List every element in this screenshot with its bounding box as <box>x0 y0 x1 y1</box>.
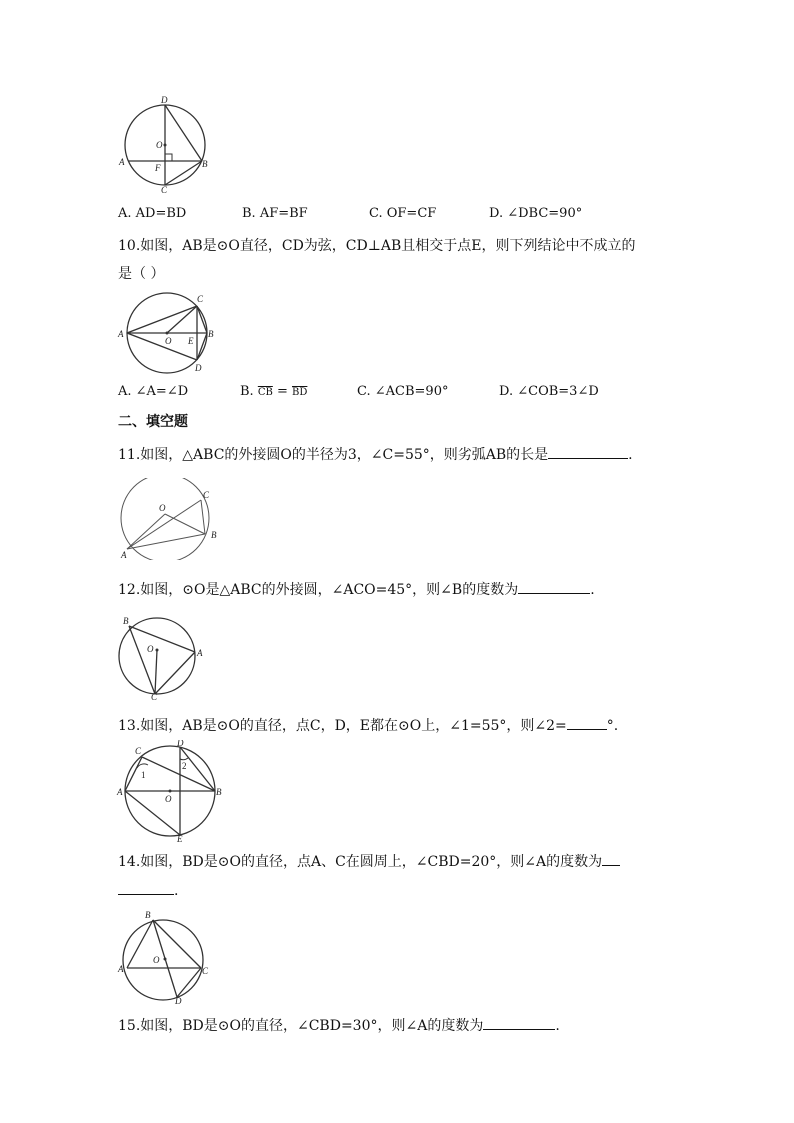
q14-text: 14.如图，BD是⊙O的直径，点A、C在圆周上，∠CBD=20°，则∠A的度数为 <box>118 854 603 870</box>
q12-label-a: A <box>197 648 203 658</box>
q12-label-o: O <box>147 644 154 654</box>
q12-figure <box>115 612 210 700</box>
q12-circle-diagram <box>115 612 210 700</box>
q9-figure <box>115 95 215 195</box>
q13-circle-diagram <box>115 740 225 842</box>
q14-answer-blank-part2[interactable] <box>118 880 174 895</box>
q10-option-c: C. ∠ACB=90° <box>357 384 449 399</box>
section-title: 二、填空题 <box>118 414 188 430</box>
q10-label-d: D <box>195 363 202 373</box>
q13-text: 13.如图，AB是⊙O的直径，点C，D，E都在⊙O上，∠1=55°，则∠2= <box>118 718 567 734</box>
q10-label-o: O <box>165 336 172 346</box>
q13-label-angle1: 1 <box>141 770 146 780</box>
q10-option-b-arc-cb: $\overline{CB}$ <box>257 387 273 398</box>
q14-question-cont <box>118 880 178 901</box>
q11-label-a: A <box>121 550 127 560</box>
q10-option-b-equals: = <box>276 384 288 399</box>
q13-end: °. <box>606 718 619 734</box>
q12-question <box>118 579 595 600</box>
q14-label-c: C <box>202 966 209 976</box>
q9-option-c: C. OF=CF <box>369 206 437 221</box>
q14-label-b: B <box>145 910 151 920</box>
q12-text: 12.如图，⊙O是△ABC的外接圆，∠ACO=45°，则∠B的度数为 <box>118 582 519 598</box>
q9-label-o: O <box>156 140 163 150</box>
q10-label-b: B <box>208 329 214 339</box>
q11-text: 11.如图，△ABC的外接圆O的半径为3，∠C=55°，则劣弧AB的长是 <box>118 447 549 463</box>
q10-label-c: C <box>197 294 204 304</box>
q15-end: . <box>555 1018 560 1034</box>
q13-label-d: D <box>177 740 184 748</box>
q9-label-a: A <box>119 157 125 167</box>
q12-label-c: C <box>151 692 158 700</box>
q14-answer-blank-part1[interactable] <box>602 851 620 866</box>
q10-option-a: A. ∠A=∠D <box>118 384 189 399</box>
q10-option-b-arc-bd: $\overline{BD}$ <box>292 387 308 398</box>
q14-circle-diagram <box>115 908 215 1005</box>
q13-label-b: B <box>216 787 222 797</box>
q14-figure <box>115 908 215 1005</box>
q10-option-d: D. ∠COB=3∠D <box>499 384 599 399</box>
q12-label-b: B <box>123 616 129 626</box>
q11-question <box>118 444 633 465</box>
q13-figure <box>115 740 225 842</box>
q15-question <box>118 1015 560 1036</box>
q14-label-o: O <box>153 955 160 965</box>
q14-end: . <box>174 883 179 899</box>
q11-label-o: O <box>159 503 166 513</box>
q15-text: 15.如图，BD是⊙O的直径，∠CBD=30°，则∠A的度数为 <box>118 1018 484 1034</box>
q13-answer-blank[interactable] <box>567 715 607 730</box>
q13-label-e: E <box>177 834 183 842</box>
q13-label-o: O <box>165 794 172 804</box>
q10-label-a: A <box>118 329 124 339</box>
q13-label-c: C <box>135 746 142 756</box>
q10-question-line2: 是（ ） <box>118 266 165 282</box>
q14-question <box>118 851 620 872</box>
q9-circle-diagram <box>115 95 215 195</box>
q9-option-a: A. AD=BD <box>118 206 187 221</box>
q13-question <box>118 715 618 736</box>
q15-answer-blank[interactable] <box>483 1015 555 1030</box>
q10-option-b <box>240 383 307 402</box>
q9-label-b: B <box>202 159 208 169</box>
q11-figure <box>115 478 225 560</box>
q11-label-b: B <box>211 530 217 540</box>
q12-answer-blank[interactable] <box>518 579 590 594</box>
q10-question-line1: 10.如图，AB是⊙O直径，CD为弦，CD⊥AB且相交于点E，则下列结论中不成立的 <box>118 238 636 254</box>
q11-answer-blank[interactable] <box>548 444 628 459</box>
q10-option-b-prefix: B. <box>240 384 254 399</box>
q10-label-e: E <box>188 336 194 346</box>
q10-circle-diagram <box>115 292 220 374</box>
q9-option-d: D. ∠DBC=90° <box>489 206 583 221</box>
q12-end: . <box>590 582 595 598</box>
q9-label-c: C <box>161 185 168 195</box>
q9-option-b: B. AF=BF <box>242 206 308 221</box>
q10-figure <box>115 292 220 374</box>
q13-label-angle2: 2 <box>182 761 187 771</box>
q11-label-c: C <box>203 490 210 500</box>
q9-label-d: D <box>161 95 168 105</box>
q11-circle-diagram <box>115 478 225 560</box>
q13-label-a: A <box>117 787 123 797</box>
q11-end: . <box>628 447 633 463</box>
q14-label-a: A <box>118 964 124 974</box>
q9-label-f: F <box>155 163 161 173</box>
q14-label-d: D <box>175 996 182 1005</box>
